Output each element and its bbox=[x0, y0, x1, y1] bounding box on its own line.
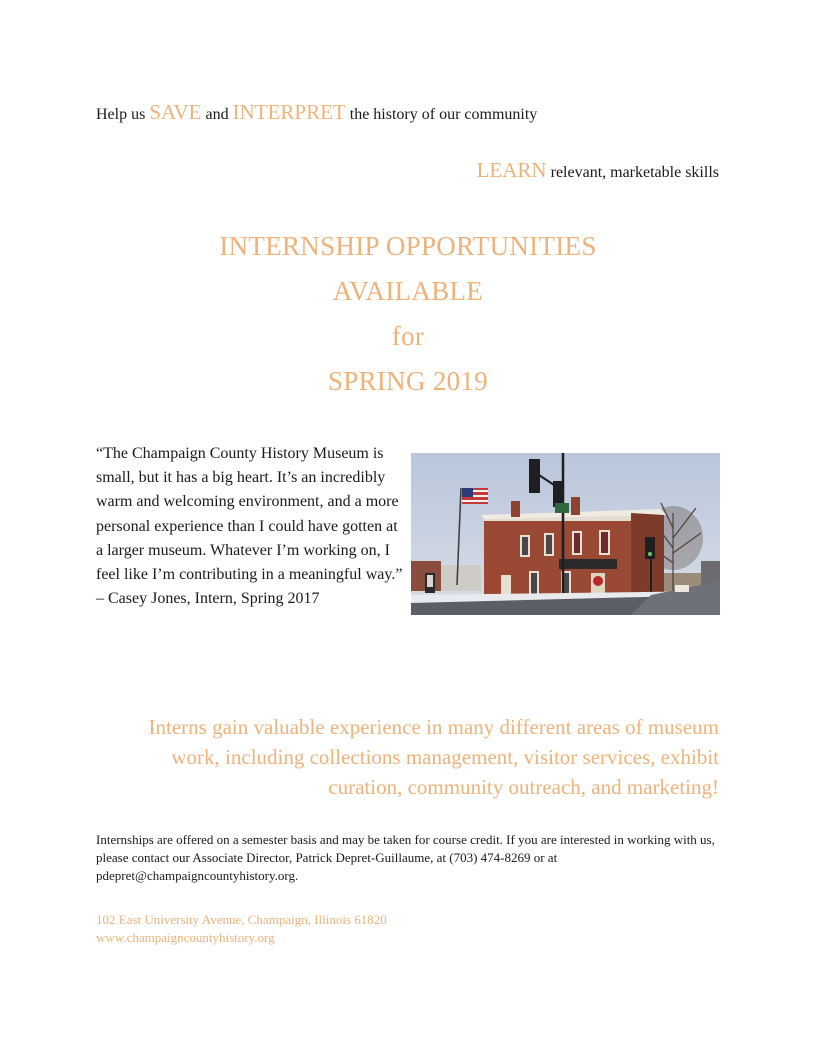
save-emphasis: SAVE bbox=[149, 100, 202, 124]
tagline-text: the history of our community bbox=[345, 106, 538, 123]
tagline-save-interpret bbox=[96, 100, 537, 125]
benefits-paragraph: Interns gain valuable experience in many different areas of museum work, including collections management, visitor services, exhibit curation, community outreach, and marketing! bbox=[148, 715, 719, 799]
testimonial-quote: “The Champaign County History Museum is small, but it has a big heart. It’s an incredibly warm and welcoming environment, and a more personal experience than I could have gotten at a larger museum. Whatever I’m working on, I feel like I’m contributing in a meaningful way.” bbox=[96, 445, 403, 584]
headline-line-1: INTERNSHIP OPPORTUNITIES bbox=[219, 231, 597, 261]
museum-photo bbox=[411, 453, 720, 615]
testimonial-attribution: – Casey Jones, Intern, Spring 2017 bbox=[96, 590, 320, 608]
tagline-text: Help us bbox=[96, 106, 150, 123]
footer-contact bbox=[96, 911, 387, 947]
tagline-learn bbox=[477, 158, 719, 183]
learn-emphasis: LEARN bbox=[476, 158, 547, 182]
testimonial bbox=[96, 442, 408, 611]
footer-website[interactable]: www.champaigncountyhistory.org bbox=[96, 930, 275, 945]
tagline-text: relevant, marketable skills bbox=[546, 164, 719, 181]
footer-address: 102 East University Avenue, Champaign, Illinois 61820 bbox=[96, 912, 387, 927]
headline-line-4: SPRING 2019 bbox=[327, 366, 489, 396]
tagline-text: and bbox=[201, 106, 233, 123]
contact-details: Internships are offered on a semester basis and may be taken for course credit. If you are interested in working with us, please contact our Associate Director, Patrick Depret-Guillaume, at (703) 474-8269 or at pdepret@champaigncountyhistory.org. bbox=[96, 832, 715, 883]
headline bbox=[0, 224, 816, 404]
headline-line-2: AVAILABLE bbox=[332, 276, 484, 306]
interpret-emphasis: INTERPRET bbox=[232, 100, 346, 124]
headline-line-3: for bbox=[391, 321, 425, 351]
